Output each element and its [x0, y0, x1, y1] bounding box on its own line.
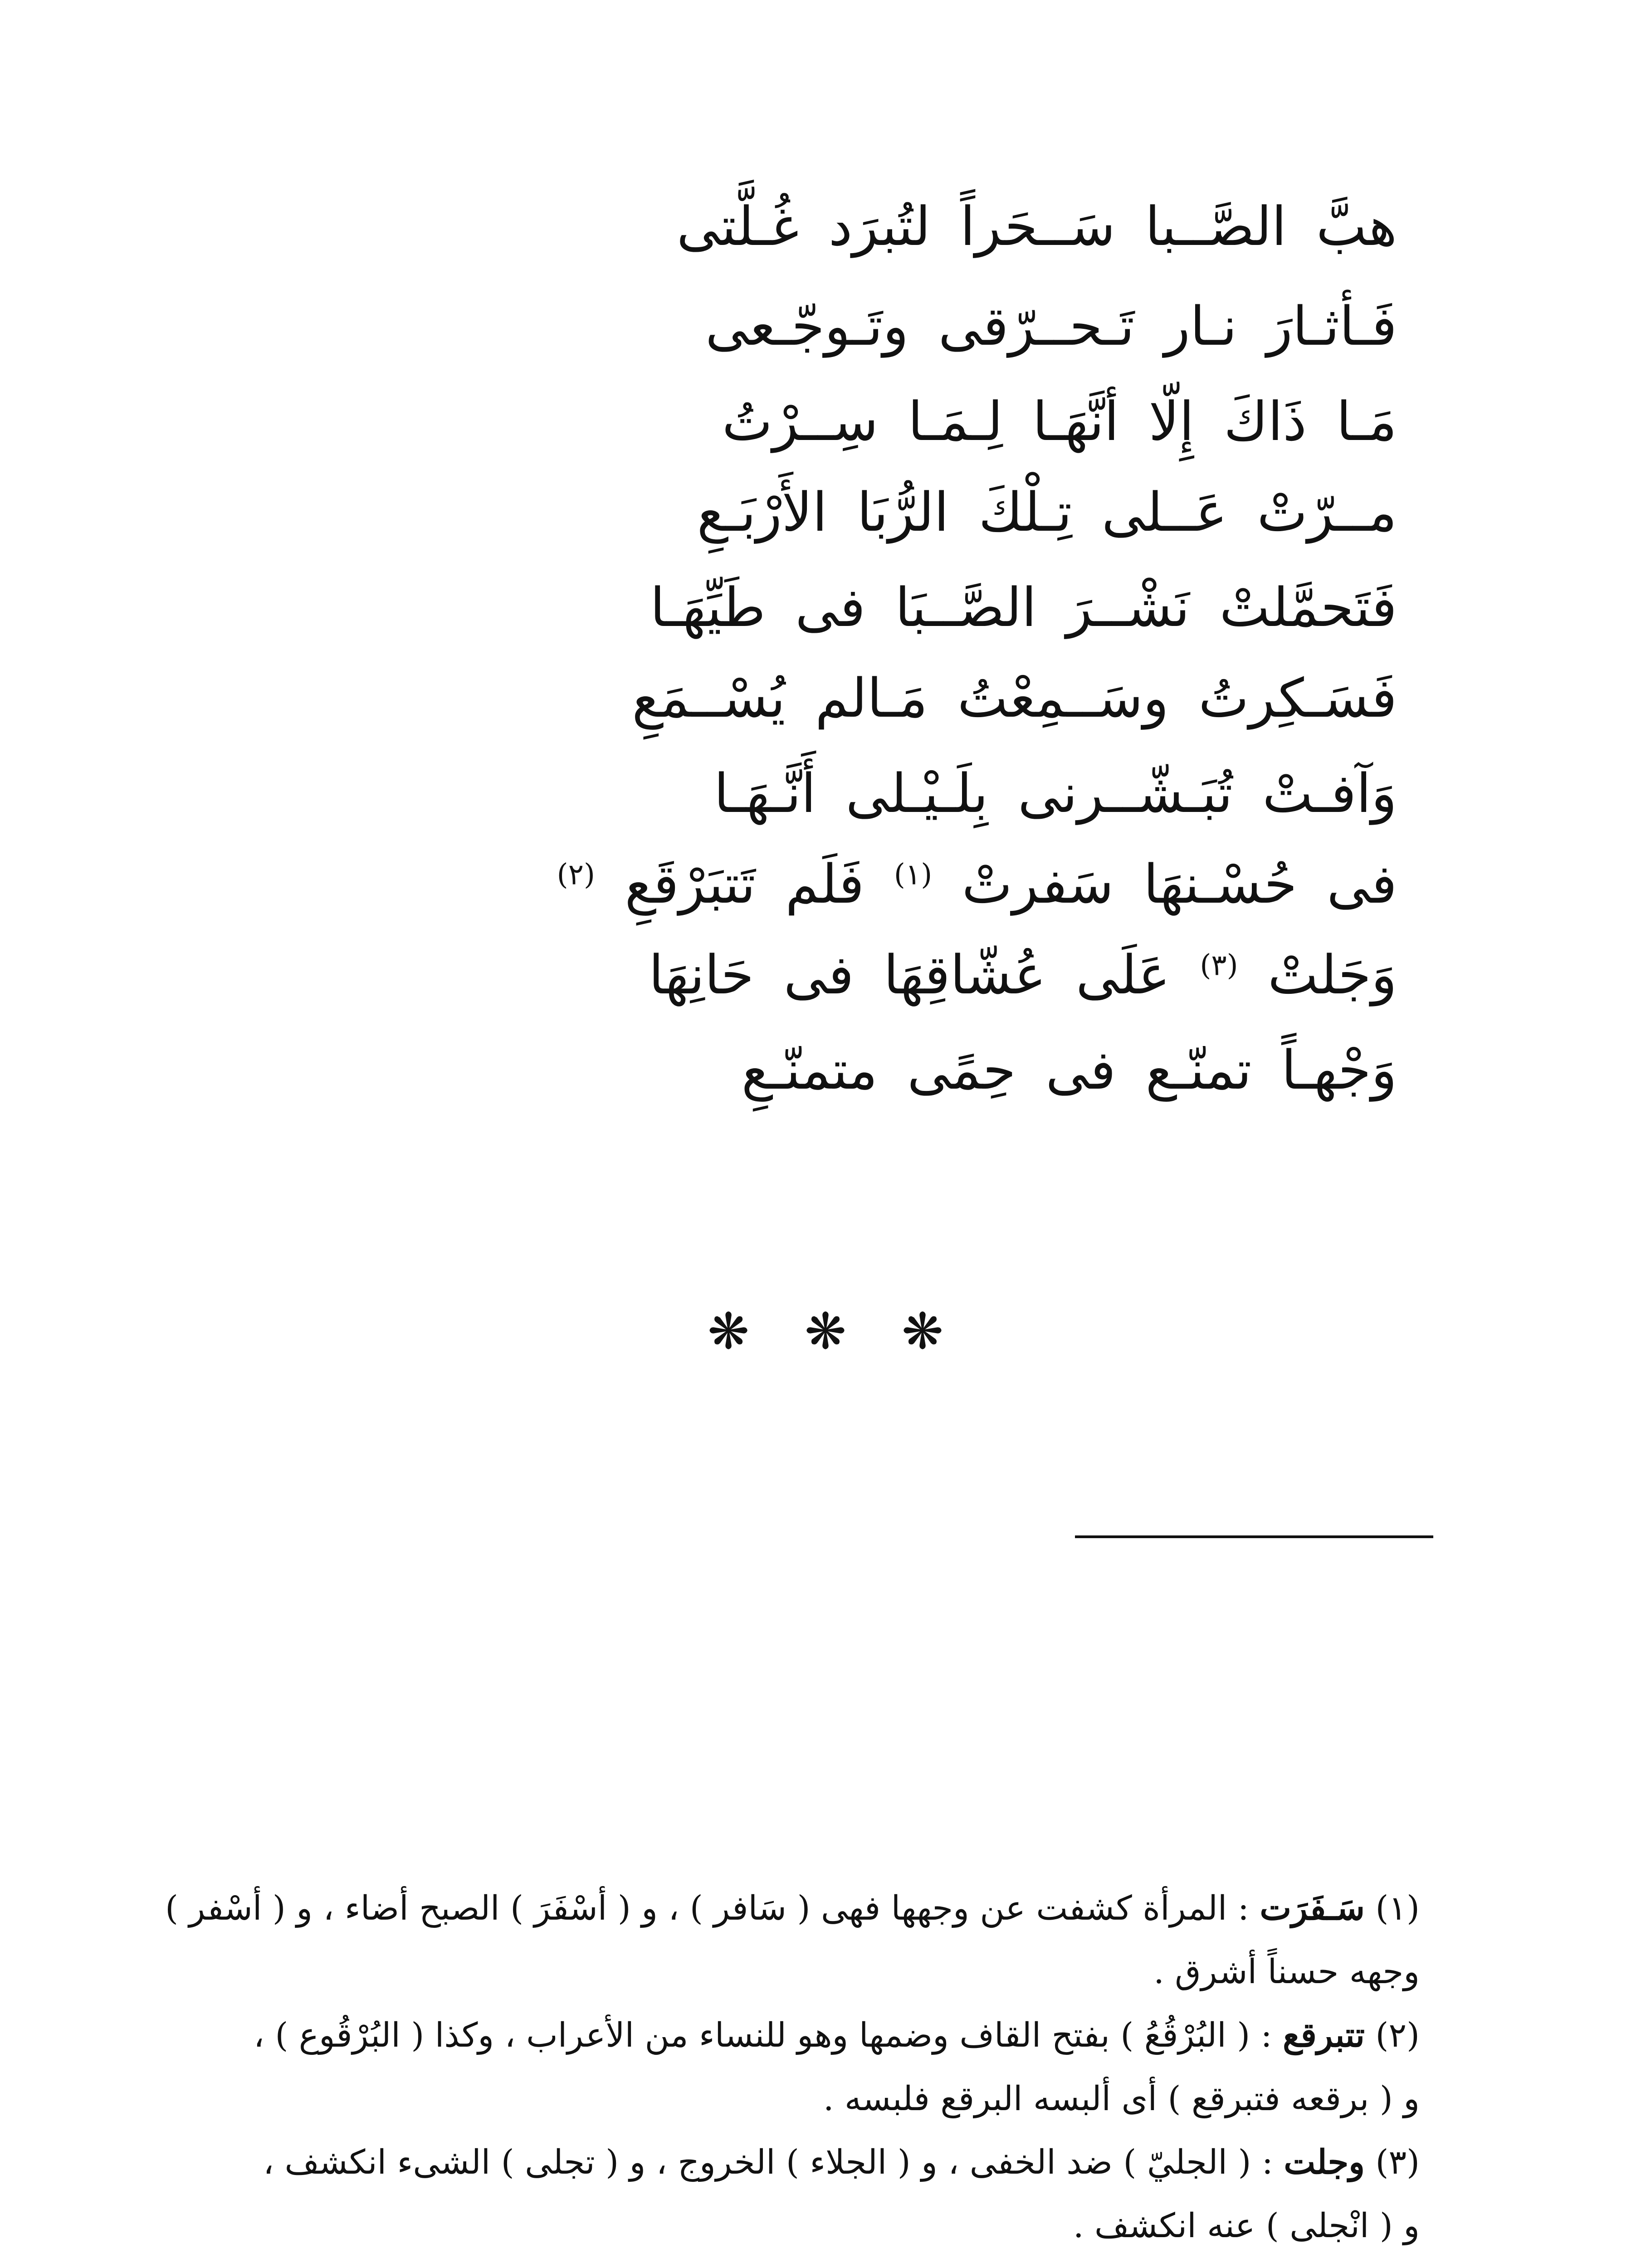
footnote-term: تتبرقع — [1283, 2016, 1365, 2055]
footnote-number: (٢) — [1375, 2016, 1420, 2055]
footnote-ref-3: (٣) — [1200, 948, 1238, 982]
verse-line-6: فَسَـكِرتُ وسَــمِعْتُ مَـالم يُسْــمَعِ — [632, 667, 1397, 729]
verse-line-3: مَـا ذَاكَ إِلّا أنَّهَـا لِـمَـا سِــرْتُ — [722, 390, 1397, 453]
verse-line-5: فَتَحمَّلتْ نَشْــرَ الصَّــبَا فى طَيِّهَـا — [650, 576, 1397, 639]
footnote-text: : المرأة كشفت عن وجهها فهى ( سَافر ) ، و ( أسْفَرَ ) الصبح أضاء ، و ( أسْفر ) — [165, 1889, 1249, 1928]
footnote-3 — [263, 2143, 1420, 2182]
footnote-number: (٣) — [1375, 2143, 1420, 2182]
footnote-1 — [165, 1889, 1420, 1928]
verse-line-8-part1: فى حُسْـنهَا سَفرتْ — [962, 853, 1397, 915]
asterisk-icon: ❋ — [708, 1302, 750, 1360]
verse-line-10: وَجْهـاً تمنّـع فى حِمًى متمنّـعِ — [741, 1039, 1397, 1101]
verse-line-8-part2: فَلَم تَتبَرْقَعِ — [625, 853, 865, 915]
footnote-ref-1: (١) — [894, 858, 933, 892]
footnote-1-continuation: وجهه حسناً أشرق . — [1153, 1952, 1420, 1991]
verse-line-9 — [649, 943, 1397, 1006]
footnote-2 — [254, 2016, 1420, 2055]
verse-line-9-part2: عَلَى عُشّاقِهَا فى حَانِهَا — [649, 943, 1170, 1006]
verse-line-1: هبَّ الصَّــبا سَــحَراً لتُبرَد غُـلَّتى — [676, 195, 1397, 258]
asterisk-icon: ❋ — [804, 1302, 847, 1360]
footnote-term: وجلت — [1284, 2143, 1365, 2182]
verse-line-7: وَآفـتْ تُبَـشّــرنى بِلَـيْـلى أَنَّـهَـا — [713, 762, 1397, 825]
footnote-number: (١) — [1375, 1889, 1420, 1928]
footnote-text: : ( البُرْقُعُ ) بفتح القاف وضمها وهو للنساء من الأعراب ، وكذا ( البُرْقُوع ) ، — [254, 2016, 1272, 2055]
verse-line-9-part1: وَجَلتْ — [1268, 943, 1397, 1006]
section-separator — [708, 1302, 943, 1360]
verse-line-2: فَـأثـارَ نـار تَـحــرّقى وتَـوجّـعى — [705, 295, 1397, 357]
footnote-3-continuation: و ( انْجلى ) عنه انكشف . — [1073, 2206, 1420, 2245]
footnote-divider — [1075, 1535, 1433, 1538]
footnote-term: سَـفَرَت — [1260, 1889, 1365, 1928]
verse-line-4: مــرّتْ عَــلى تِـلْكَ الرُّبَا الأَرْبَـعِ — [697, 481, 1397, 543]
footnote-2-continuation: و ( برقعه فتبرقع ) أى ألبسه البرقع فلبسه . — [823, 2079, 1420, 2118]
verse-line-8 — [557, 853, 1397, 915]
footnote-ref-2: (٢) — [557, 858, 595, 892]
asterisk-icon: ❋ — [901, 1302, 943, 1360]
footnote-text: : ( الجليّ ) ضد الخفى ، و ( الجلاء ) الخروج ، و ( تجلى ) الشىء انكشف ، — [263, 2143, 1273, 2182]
